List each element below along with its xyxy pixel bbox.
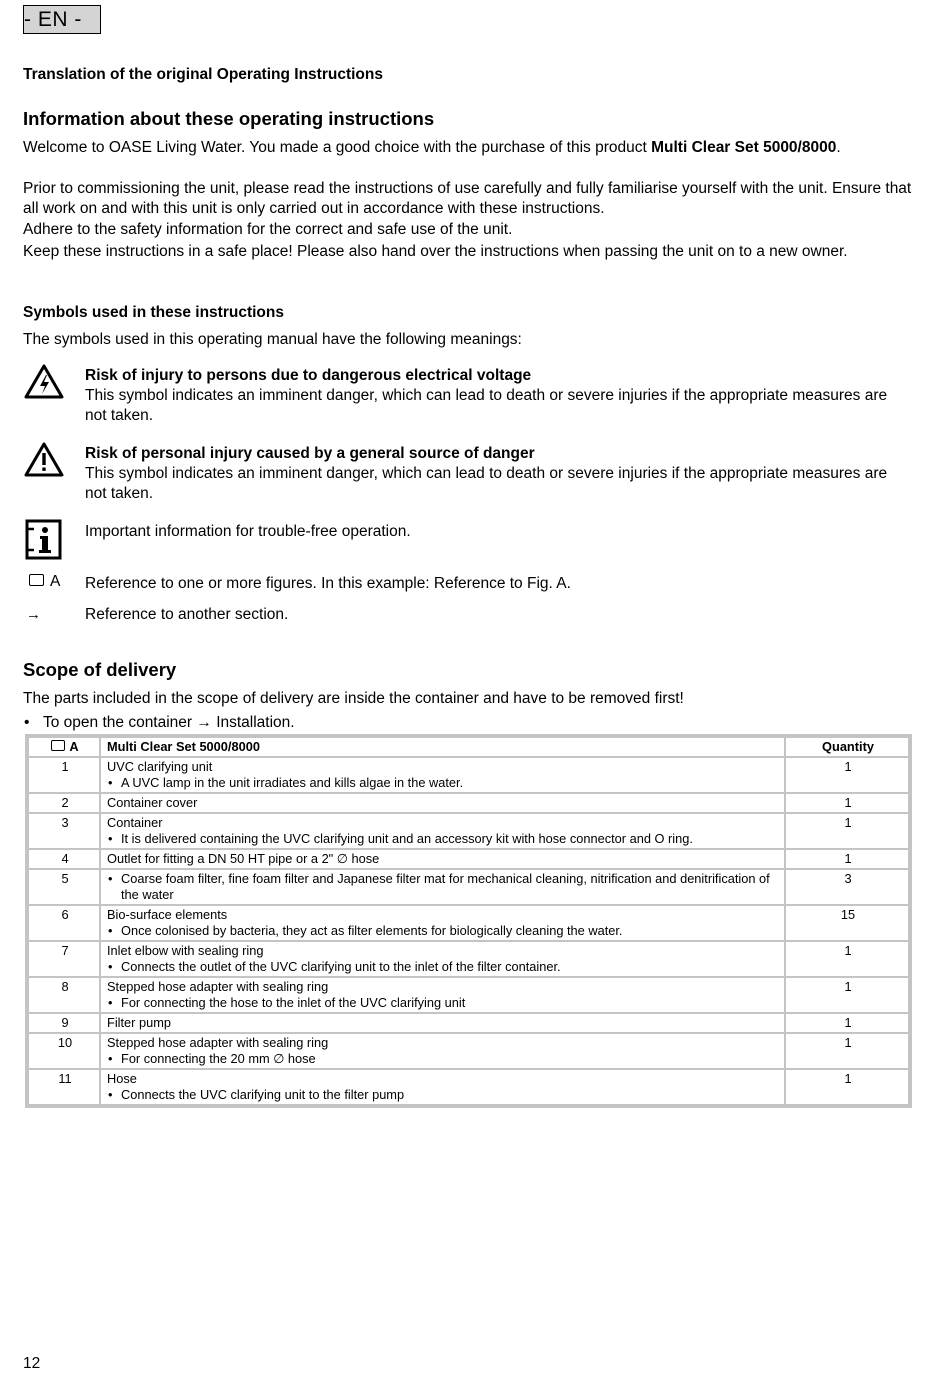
- page-number: 12: [23, 1355, 41, 1372]
- row-number: 6: [29, 906, 99, 940]
- row-quantity: 1: [786, 850, 908, 868]
- part-note: • Connects the UVC clarifying unit to the filter pump: [107, 1087, 780, 1103]
- commissioning-paragraph: Prior to commissioning the unit, please read the instructions of use carefully and fully familiarise yourself with the unit. Ensure that all work on and with this unit is only carried out in accordance with these instructions.: [23, 180, 912, 217]
- arrow-icon: →: [26, 606, 41, 623]
- figure-reference-text: Reference to one or more figures. In this example: Reference to Fig. A.: [85, 575, 571, 592]
- general-warning-icon: [24, 442, 64, 483]
- part-note: • A UVC lamp in the unit irradiates and kills algae in the water.: [107, 775, 780, 791]
- col-quantity-header: Quantity: [786, 738, 908, 756]
- row-quantity: 1: [786, 794, 908, 812]
- row-description: [101, 1070, 784, 1104]
- row-description: [101, 794, 784, 812]
- row-number: 10: [29, 1034, 99, 1068]
- language-tag: - EN -: [23, 5, 101, 34]
- row-number: 4: [29, 850, 99, 868]
- scope-bullet-text: To open the container → Installation.: [43, 714, 295, 731]
- welcome-text: Welcome to OASE Living Water. You made a good choice with the purchase of this product: [23, 139, 652, 156]
- row-quantity: 3: [786, 870, 908, 904]
- row-number: 1: [29, 758, 99, 792]
- safety-paragraph: Adhere to the safety information for the correct and safe use of the unit.: [23, 221, 513, 238]
- electrical-warning-title: Risk of injury to persons due to dangerous electrical voltage: [85, 367, 532, 384]
- section-reference-text: Reference to another section.: [85, 606, 289, 623]
- table-body: [29, 758, 908, 1104]
- part-name: Filter pump: [107, 1015, 172, 1030]
- row-quantity: 1: [786, 942, 908, 976]
- part-name: Bio-surface elements: [107, 907, 228, 922]
- document-subtitle: Translation of the original Operating Instructions: [23, 66, 383, 83]
- part-name: Container: [107, 815, 163, 830]
- col-figure-label: A: [69, 739, 79, 754]
- row-description: [101, 906, 784, 940]
- figure-square-icon: [29, 574, 44, 586]
- symbols-intro: The symbols used in this operating manual have the following meanings:: [23, 331, 522, 348]
- part-note: • Once colonised by bacteria, they act as filter elements for biologically cleaning the water.: [107, 923, 780, 939]
- part-name: Inlet elbow with sealing ring: [107, 943, 264, 958]
- row-quantity: 1: [786, 1014, 908, 1032]
- row-description: [101, 978, 784, 1012]
- table-row: [29, 942, 908, 976]
- row-quantity: 1: [786, 814, 908, 848]
- row-description: [101, 1014, 784, 1032]
- welcome-paragraph: [23, 138, 913, 158]
- info-text: Important information for trouble-free operation.: [85, 523, 411, 540]
- row-quantity: 1: [786, 978, 908, 1012]
- row-number: 2: [29, 794, 99, 812]
- part-name: Container cover: [107, 795, 198, 810]
- row-quantity: 15: [786, 906, 908, 940]
- general-warning-text: [85, 444, 905, 504]
- row-number: 5: [29, 870, 99, 904]
- row-description: [101, 870, 784, 904]
- figure-reference-label: A: [50, 573, 61, 590]
- row-quantity: 1: [786, 1034, 908, 1068]
- parts-table: [25, 734, 912, 1108]
- scope-bullet: [23, 713, 913, 733]
- row-number: 11: [29, 1070, 99, 1104]
- scope-intro: The parts included in the scope of delivery are inside the container and have to be removed first!: [23, 690, 684, 707]
- info-icon: [24, 519, 64, 566]
- info-heading: Information about these operating instructions: [23, 108, 435, 129]
- table-row: [29, 1034, 908, 1068]
- figure-reference-symbol: [29, 573, 60, 591]
- col-product-header: Multi Clear Set 5000/8000: [101, 738, 784, 756]
- welcome-end: .: [836, 139, 841, 156]
- col-figure-header: [29, 738, 99, 756]
- symbols-heading: Symbols used in these instructions: [23, 304, 284, 321]
- bullet-dot: •: [24, 714, 30, 731]
- row-description: [101, 814, 784, 848]
- keep-paragraph: Keep these instructions in a safe place! Please also hand over the instructions when passing the unit on to a new owner.: [23, 243, 848, 260]
- row-description: [101, 1034, 784, 1068]
- row-number: 3: [29, 814, 99, 848]
- row-quantity: 1: [786, 758, 908, 792]
- row-number: 9: [29, 1014, 99, 1032]
- row-description: [101, 758, 784, 792]
- table-row: [29, 978, 908, 1012]
- table-row: [29, 758, 908, 792]
- row-description: [101, 850, 784, 868]
- general-warning-title: Risk of personal injury caused by a general source of danger: [85, 445, 535, 462]
- figure-square-icon: [51, 740, 65, 751]
- part-name: Stepped hose adapter with sealing ring: [107, 979, 329, 994]
- electrical-warning-desc: This symbol indicates an imminent danger, which can lead to death or severe injuries if the appropriate measures are not taken.: [85, 387, 888, 424]
- part-name: Hose: [107, 1071, 137, 1086]
- table-row: [29, 850, 908, 868]
- table-row: [29, 814, 908, 848]
- scope-heading: Scope of delivery: [23, 659, 177, 680]
- part-name: Outlet for fitting a DN 50 HT pipe or a 2" ∅ hose: [107, 851, 380, 866]
- row-quantity: 1: [786, 1070, 908, 1104]
- part-note: • For connecting the 20 mm ∅ hose: [107, 1051, 780, 1067]
- row-description: [101, 942, 784, 976]
- product-name: Multi Clear Set 5000/8000: [651, 139, 837, 156]
- part-name: UVC clarifying unit: [107, 759, 213, 774]
- table-row: [29, 870, 908, 904]
- electrical-warning-icon: [24, 364, 64, 405]
- part-note: • It is delivered containing the UVC clarifying unit and an accessory kit with hose connector and O ring.: [107, 831, 780, 847]
- general-warning-desc: This symbol indicates an imminent danger, which can lead to death or severe injuries if the appropriate measures are not taken.: [85, 465, 888, 502]
- electrical-warning-text: [85, 366, 905, 426]
- table-header-row: [29, 738, 908, 756]
- row-number: 8: [29, 978, 99, 1012]
- part-note: • Connects the outlet of the UVC clarifying unit to the inlet of the filter container.: [107, 959, 780, 975]
- part-name: Stepped hose adapter with sealing ring: [107, 1035, 329, 1050]
- table-row: [29, 1014, 908, 1032]
- part-note: • Coarse foam filter, fine foam filter and Japanese filter mat for mechanical cleaning, nitrification and denitrification of the water: [107, 871, 780, 903]
- table-row: [29, 794, 908, 812]
- table-row: [29, 1070, 908, 1104]
- part-note: • For connecting the hose to the inlet of the UVC clarifying unit: [107, 995, 780, 1011]
- table-row: [29, 906, 908, 940]
- row-number: 7: [29, 942, 99, 976]
